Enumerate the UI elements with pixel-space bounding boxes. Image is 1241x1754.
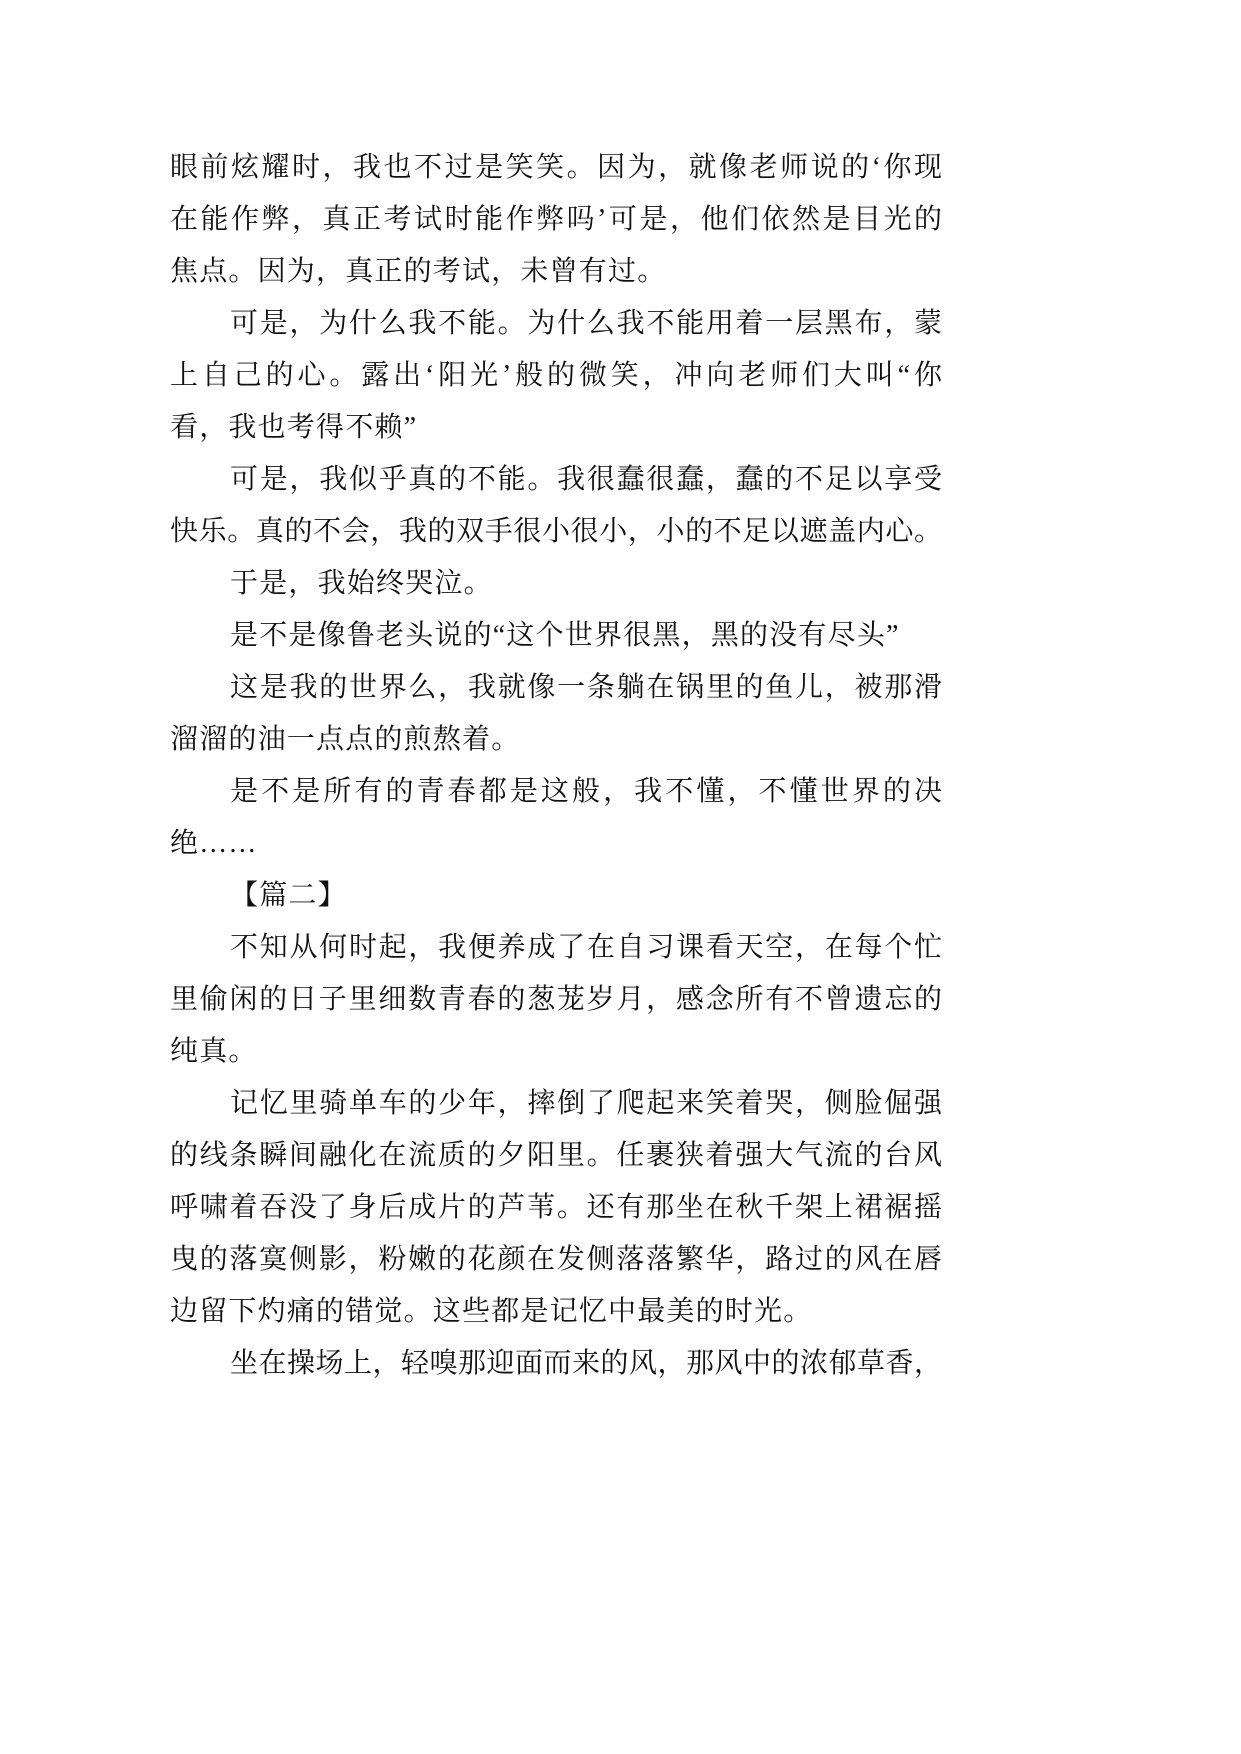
text-line: 可是，我似乎真的不能。我很蠢很蠢，蠢的不足以享受 bbox=[230, 464, 942, 495]
paragraph bbox=[170, 142, 942, 298]
text-line: 快乐。真的不会，我的双手很小很小，小的不足以遮盖内心。 bbox=[170, 516, 942, 547]
paragraph bbox=[170, 1338, 942, 1390]
text-line: 曳的落寞侧影，粉嫩的花颜在发侧落落繁华，路过的风在唇 bbox=[170, 1244, 942, 1275]
section-heading: 【篇二】 bbox=[230, 880, 347, 911]
paragraph bbox=[170, 662, 942, 766]
paragraph bbox=[170, 766, 942, 870]
paragraph bbox=[170, 1078, 942, 1338]
text-line: 看，我也考得不赖” bbox=[170, 412, 418, 443]
paragraph bbox=[170, 558, 942, 610]
text-line: 可是，为什么我不能。为什么我不能用着一层黑布，蒙 bbox=[230, 308, 942, 339]
text-line: 里偷闲的日子里细数青春的葱茏岁月，感念所有不曾遗忘的 bbox=[170, 984, 942, 1015]
text-line: 边留下灼痛的错觉。这些都是记忆中最美的时光。 bbox=[170, 1296, 813, 1327]
text-line: 是不是所有的青春都是这般，我不懂，不懂世界的决 bbox=[230, 776, 942, 807]
text-line: 绝…… bbox=[170, 828, 258, 859]
text-line: 纯真。 bbox=[170, 1036, 258, 1067]
paragraph bbox=[170, 610, 942, 662]
text-line: 坐在操场上，轻嗅那迎面而来的风，那风中的浓郁草香， bbox=[230, 1348, 942, 1379]
text-line: 溜溜的油一点点的煎熬着。 bbox=[170, 724, 521, 755]
text-line: 焦点。因为，真正的考试，未曾有过。 bbox=[170, 256, 667, 287]
text-line: 上自己的心。露出‘阳光’般的微笑，冲向老师们大叫“你 bbox=[170, 360, 942, 391]
text-line: 呼啸着吞没了身后成片的芦苇。还有那坐在秋千架上裙裾摇 bbox=[170, 1192, 942, 1223]
text-line: 于是，我始终哭泣。 bbox=[230, 568, 493, 599]
text-line: 不知从何时起，我便养成了在自习课看天空，在每个忙 bbox=[230, 932, 942, 963]
text-line: 这是我的世界么，我就像一条躺在锅里的鱼儿，被那滑 bbox=[230, 672, 942, 703]
paragraph bbox=[170, 454, 942, 558]
text-body bbox=[170, 142, 942, 1390]
text-line: 是不是像鲁老头说的“这个世界很黑，黑的没有尽头” bbox=[230, 620, 900, 651]
paragraph bbox=[170, 298, 942, 454]
text-line: 眼前炫耀时，我也不过是笑笑。因为，就像老师说的‘你现 bbox=[170, 152, 942, 183]
section-heading-block bbox=[170, 870, 942, 922]
text-line: 的线条瞬间融化在流质的夕阳里。任裹狭着强大气流的台风 bbox=[170, 1140, 942, 1171]
paragraph bbox=[170, 922, 942, 1078]
text-line: 在能作弊，真正考试时能作弊吗’可是，他们依然是目光的 bbox=[170, 204, 942, 235]
text-line: 记忆里骑单车的少年，摔倒了爬起来笑着哭，侧脸倔强 bbox=[230, 1088, 942, 1119]
